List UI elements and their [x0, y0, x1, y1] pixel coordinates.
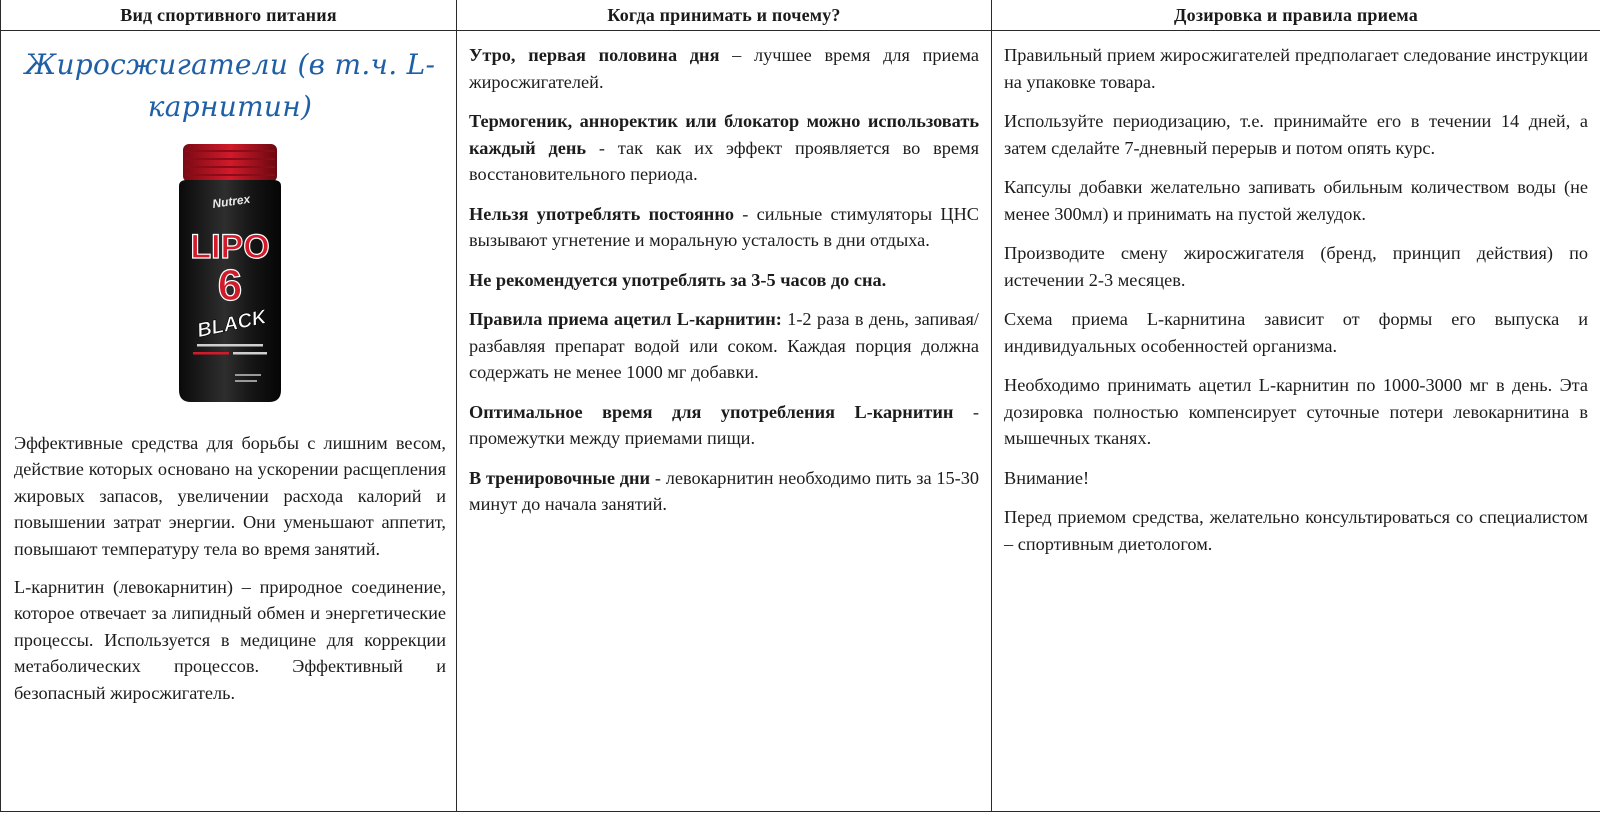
dosage-paragraph: Правильный прием жиросжигателей предполагает следование инструкции на упаковке товара. — [1004, 45, 1588, 92]
cell-dosage-rules — [992, 31, 1600, 812]
when-item-bold: Правила приема ацетил L-карнитин: — [469, 309, 782, 329]
dosage-paragraph: Перед приемом средства, желательно консультироваться со специалистом – спортивным диетологом. — [1004, 507, 1588, 554]
header-when-to-take: Когда принимать и почему? — [457, 0, 992, 31]
when-item-text: 1-2 раза в день, запивая/разбавляя препарат водой или соком. Каждая порция должна содержать не менее 1000 мг добавки. — [469, 309, 980, 382]
cell-when-to-take — [457, 31, 992, 812]
when-item-bold: Оптимальное время для употребления L-карнитин — [469, 401, 954, 422]
when-item — [469, 306, 979, 386]
when-item — [469, 42, 979, 95]
when-item-bold: Не рекомендуется употреблять за 3-5 часов до сна. — [469, 269, 887, 290]
table-row — [1, 31, 1600, 812]
dosage-paragraph: Используйте периодизацию, т.е. принимайте его в течении 14 дней, а затем сделайте 7-дневный перерыв и потом опять курс. — [1004, 111, 1588, 158]
table-header-row — [1, 0, 1600, 31]
when-to-take-list — [457, 31, 991, 518]
supplement-description — [14, 430, 446, 706]
when-item-bold: В тренировочные дни — [469, 467, 651, 488]
product-name-black: BLACK — [195, 306, 269, 343]
when-item-text: – лучшее время для приема жиросжигателей. — [469, 45, 979, 92]
when-item-bold: Утро, первая половина дня — [469, 45, 720, 65]
when-item — [469, 465, 979, 518]
when-item-text: - промежутки между приемами пищи. — [469, 401, 979, 448]
when-item — [469, 201, 979, 254]
product-name-lipo: LIPO — [190, 228, 270, 266]
when-item-bold: Нельзя употреблять постоянно — [469, 203, 735, 224]
lipo6-black-bottle-image — [165, 140, 295, 410]
product-brand-text: Nutrex — [211, 191, 252, 211]
attention-label: Внимание! — [1004, 467, 1090, 488]
dosage-paragraph: Производите смену жиросжигателя (бренд, принцип действия) по истечении 2-3 месяцев. — [1004, 243, 1588, 290]
dosage-paragraph: Схема приема L-карнитина зависит от формы его выпуска и индивидуальных особенностей организма. — [1004, 309, 1588, 356]
description-paragraph: L-карнитин (левокарнитин) – природное соединение, которое отвечает за липидный обмен и энергетические процессы. Используется в медицине для коррекции метаболических процессов. Эффективный и безопасный жиросжигатель. — [14, 577, 446, 703]
when-item-text: - левокарнитин необходимо пить за 15-30 минут до начала занятий. — [469, 467, 980, 514]
when-item-text: - сильные стимуляторы ЦНС вызывают угнетение и моральную усталость в дни отдыха. — [469, 203, 979, 250]
description-paragraph: Эффективные средства для борьбы с лишним весом, действие которых основано на ускорении расщепления жировых запасов, увеличении расхода калорий и повышении затрат энергии. Они уменьшают аппетит, повышают температуру тела во время занятий. — [14, 433, 446, 559]
header-dosage-rules: Дозировка и правила приема — [992, 0, 1600, 31]
when-item — [469, 108, 979, 188]
when-item-bold: Термогеник, анноректик или блокатор можно использовать каждый день — [469, 111, 979, 158]
when-item-text: - так как их эффект проявляется во время восстановительного периода. — [469, 137, 980, 184]
header-nutrition-type: Вид спортивного питания — [1, 0, 457, 31]
cell-nutrition-type — [1, 31, 457, 812]
dosage-paragraph: Необходимо принимать ацетил L-карнитин по 1000-3000 мг в день. Эта дозировка полностью компенсирует суточные потери левокарнитина в мышечных тканях. — [1004, 375, 1588, 448]
supplement-title: Жиросжигатели (в т.ч. L-карнитин) — [24, 48, 436, 123]
dosage-paragraph: Капсулы добавки желательно запивать обильным количеством воды (не менее 300мл) и принимать на пустой желудок. — [1004, 177, 1588, 224]
when-item — [469, 267, 979, 294]
dosage-rules-list — [992, 31, 1600, 557]
when-item — [469, 399, 979, 452]
product-name-six: 6 — [217, 261, 243, 310]
